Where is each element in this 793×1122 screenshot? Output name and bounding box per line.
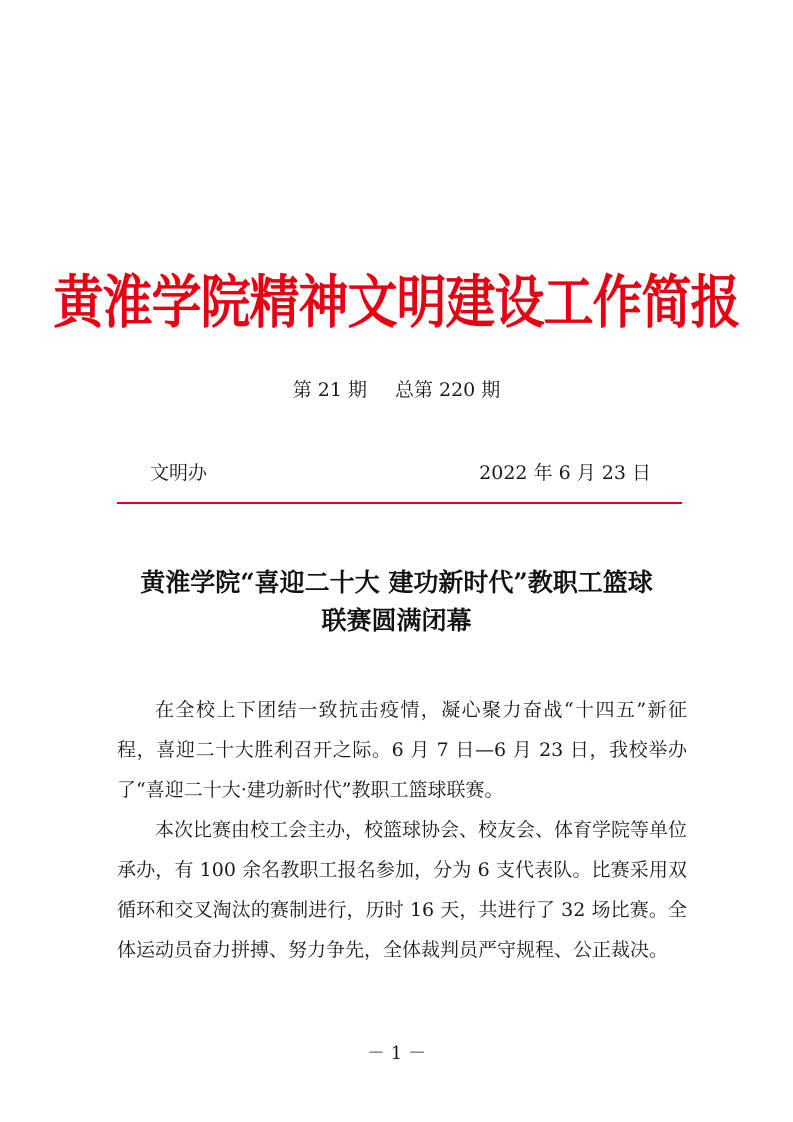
masthead-title: 黄淮学院精神文明建设工作简报 xyxy=(53,267,740,336)
article-body xyxy=(117,690,687,970)
article-headline xyxy=(100,564,693,640)
issuing-office: 文明办 xyxy=(150,462,208,484)
page-number: － 1 － xyxy=(367,1043,426,1064)
issue-line xyxy=(0,376,793,404)
headline-line-2: 联赛圆满闭幕 xyxy=(321,606,472,635)
headline-line-1: 黄淮学院“喜迎二十大 建功新时代”教职工篮球 xyxy=(140,568,653,597)
issue-date: 2022 年 6 月 23 日 xyxy=(479,462,651,484)
paragraph: 本次比赛由校工会主办，校篮球协会、校友会、体育学院等单位承办，有 100 余名教职工报名参加，分为 6 支代表队。比赛采用双循环和交叉淘汰的赛制进行，历时 16 天，共进行了 32 场比赛。全体运动员奋力拼搏、努力争先，全体裁判员严守规程、公正裁决。 xyxy=(117,819,688,961)
red-divider xyxy=(117,502,682,504)
total-issue-number: 总第 220 期 xyxy=(394,379,501,401)
issue-number: 第 21 期 xyxy=(292,379,367,401)
paragraph: 在全校上下团结一致抗击疫情，凝心聚力奋战“十四五”新征程，喜迎二十大胜利召开之际。6 月 7 日—6 月 23 日，我校举办了“喜迎二十大·建功新时代”教职工篮球联赛。 xyxy=(117,699,687,801)
